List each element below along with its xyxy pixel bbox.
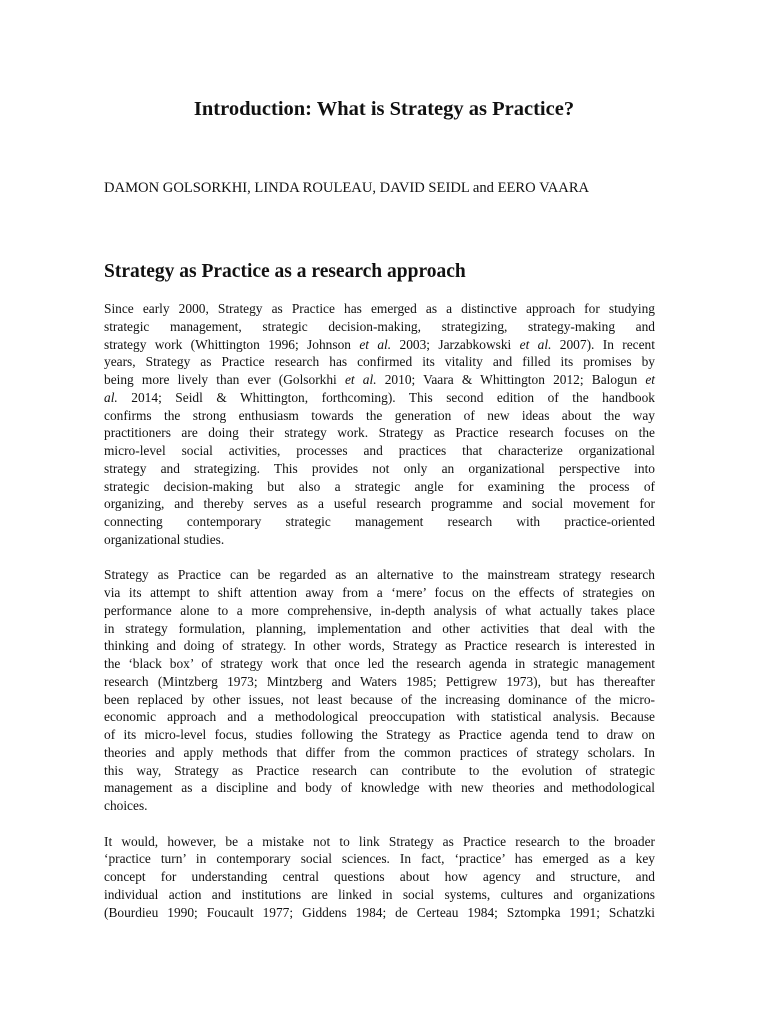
text-segment: organizing, and thereby serves as a useful research programme and social movement for xyxy=(104,496,655,512)
text-segment: choices. xyxy=(104,798,148,813)
text-segment: Strategy as Practice can be regarded as an alternative to the mainstream strategy research xyxy=(104,567,655,583)
text-line xyxy=(104,868,655,886)
text-line xyxy=(104,655,655,673)
text-segment: connecting contemporary strategic management research with practice-oriented xyxy=(104,514,655,529)
text-line xyxy=(104,797,655,815)
text-segment: the ‘black box’ of strategy work that once led the research agenda in strategic management xyxy=(104,656,655,671)
text-line xyxy=(104,495,655,513)
body-paragraph xyxy=(104,300,655,549)
text-segment: management as a discipline and body of knowledge with new theories and methodological xyxy=(104,780,655,796)
text-line xyxy=(104,673,655,691)
text-segment: being more lively than ever (Golsorkhi xyxy=(104,372,345,387)
body-paragraph xyxy=(104,566,655,815)
text-segment: been replaced by other issues, not least because of the increasing dominance of the micro- xyxy=(104,691,655,707)
text-segment: It would, however, be a mistake not to link Strategy as Practice research to the broader xyxy=(104,833,655,849)
text-segment: 2003; Jarzabkowski xyxy=(391,336,520,352)
text-segment: theories and apply methods that differ from the common practices of strategy scholars. In xyxy=(104,744,655,760)
text-line xyxy=(104,300,655,318)
text-line xyxy=(104,744,655,762)
text-line xyxy=(104,779,655,797)
text-segment: Since early 2000, Strategy as Practice has emerged as a distinctive approach for studying xyxy=(104,301,655,316)
text-segment: micro-level social activities, processes and practices that characterize organizational xyxy=(104,443,655,458)
section-heading: Strategy as Practice as a research approach xyxy=(104,261,466,282)
text-segment: strategy and strategizing. This provides not only an organizational perspective into xyxy=(104,460,655,476)
text-line xyxy=(104,460,655,478)
text-line xyxy=(104,353,655,371)
author-list: DAMON GOLSORKHI, LINDA ROULEAU, DAVID SEIDL and EERO VAARA xyxy=(104,180,590,196)
text-line xyxy=(104,478,655,496)
text-line xyxy=(104,371,655,389)
text-line xyxy=(104,620,655,638)
body-text xyxy=(104,300,655,939)
text-line xyxy=(104,389,655,407)
text-segment: individual action and institutions are linked in social systems, cultures and organizations xyxy=(104,886,655,902)
text-line xyxy=(104,886,655,904)
text-segment: thinking and doing of strategy. In other words, Strategy as Practice research is interested in xyxy=(104,638,655,654)
text-line xyxy=(104,691,655,709)
text-line xyxy=(104,584,655,602)
text-line xyxy=(104,708,655,726)
text-segment: (Bourdieu 1990; Foucault 1977; Giddens 1984; de Certeau 1984; Sztompka 1991; Schatzki xyxy=(104,904,655,920)
text-segment: of its micro-level focus, studies following the Strategy as Practice agenda tend to draw on xyxy=(104,727,655,742)
text-segment: 2007). In recent xyxy=(551,336,655,352)
text-segment: in strategy formulation, planning, implementation and other activities that deal with the xyxy=(104,620,655,636)
text-line xyxy=(104,726,655,744)
text-segment: practitioners are doing their strategy work. Strategy as Practice research focuses on the xyxy=(104,425,655,441)
italic-text: al. xyxy=(104,389,118,405)
text-segment: 2010; Vaara & Whittington 2012; Balogun xyxy=(376,372,646,387)
text-line xyxy=(104,513,655,531)
text-segment: years, Strategy as Practice research has confirmed its vitality and filled its promises by xyxy=(104,354,655,370)
text-line xyxy=(104,336,655,354)
text-line xyxy=(104,318,655,336)
text-segment: via its attempt to shift attention away from a ‘mere’ focus on the effects of strategies on xyxy=(104,585,655,600)
text-line xyxy=(104,442,655,460)
text-segment: this way, Strategy as Practice research can contribute to the evolution of strategic xyxy=(104,762,655,778)
text-segment: organizational studies. xyxy=(104,531,225,547)
body-paragraph xyxy=(104,833,655,922)
text-line xyxy=(104,762,655,780)
italic-text: et xyxy=(645,372,655,387)
italic-text: et al. xyxy=(519,336,552,352)
text-line xyxy=(104,904,655,922)
document-title: Introduction: What is Strategy as Practice? xyxy=(193,98,575,120)
text-segment: strategy work (Whittington 1996; Johnson xyxy=(104,336,360,352)
italic-text: et al. xyxy=(344,372,377,387)
text-line xyxy=(104,833,655,851)
text-segment: research (Mintzberg 1973; Mintzberg and Waters 1985; Pettigrew 1973), but has thereafter xyxy=(104,673,655,689)
text-line xyxy=(104,566,655,584)
text-line xyxy=(104,602,655,620)
text-line xyxy=(104,637,655,655)
text-segment: strategic management, strategic decision-making, strategizing, strategy-making and xyxy=(104,318,655,334)
text-segment: concept for understanding central questions about how agency and structure, and xyxy=(104,869,655,884)
text-line xyxy=(104,407,655,425)
text-segment: strategic decision-making but also a strategic angle for examining the process of xyxy=(104,478,655,494)
text-segment: ‘practice turn’ in contemporary social sciences. In fact, ‘practice’ has emerged as a key xyxy=(104,851,655,867)
text-segment: economic approach and a methodological preoccupation with statistical analysis. Because xyxy=(104,709,655,725)
text-line xyxy=(104,424,655,442)
text-line xyxy=(104,531,655,549)
italic-text: et al. xyxy=(359,336,392,352)
text-line xyxy=(104,850,655,868)
text-segment: performance alone to a more comprehensive, in-depth analysis of what actually takes place xyxy=(104,602,655,618)
text-segment: 2014; Seidl & Whittington, forthcoming). This second edition of the handbook xyxy=(117,389,655,405)
text-segment: confirms the strong enthusiasm towards the generation of new ideas about the way xyxy=(104,407,655,423)
